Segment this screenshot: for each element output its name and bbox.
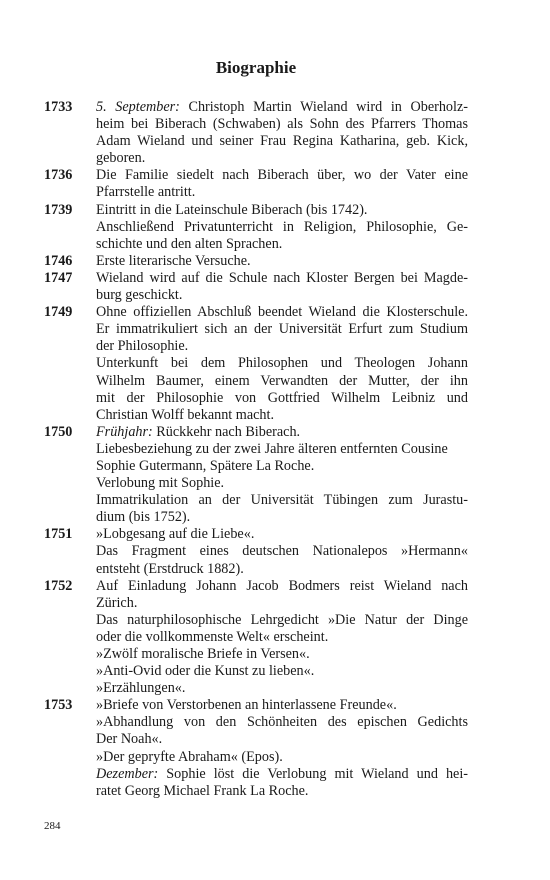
text-segment: der Philosophie. <box>96 338 189 355</box>
text-line <box>96 150 468 167</box>
text-line <box>96 783 468 800</box>
text-line <box>96 509 468 526</box>
text-segment: Anschließend Privatunterricht in Religion, Philosophie, Ge- <box>96 218 468 235</box>
text-line <box>96 373 468 390</box>
entry-year: 1751 <box>44 526 73 543</box>
entry-text <box>96 526 468 577</box>
text-segment: Die Familie siedelt nach Biberach über, wo der Vater eine <box>96 167 468 184</box>
text-segment: »Der gepryfte Abraham« (Epos). <box>96 748 283 765</box>
text-segment: »Erzählungen«. <box>96 680 186 697</box>
text-segment: Erste literarische Versuche. <box>96 252 251 269</box>
text-segment: Pfarrstelle antritt. <box>96 184 196 201</box>
text-segment: Unterkunft bei dem Philosophen und Theologen Johann <box>96 355 468 372</box>
text-line <box>96 492 468 509</box>
entry-year: 1739 <box>44 201 73 218</box>
italic-date-label: Dezember: <box>96 765 159 782</box>
text-line <box>96 749 468 766</box>
entry-text <box>96 99 468 167</box>
text-line <box>96 253 468 270</box>
text-line <box>96 441 468 458</box>
text-line <box>96 321 468 338</box>
text-line <box>96 219 468 236</box>
entry-text <box>96 270 468 304</box>
italic-date-label: Frühjahr: <box>96 423 153 440</box>
entry-text <box>96 202 468 253</box>
page-title: Biographie <box>215 58 297 77</box>
text-segment: Verlobung mit Sophie. <box>96 475 225 492</box>
entry-text <box>96 697 468 800</box>
biography-entry <box>44 526 468 577</box>
text-segment: entsteht (Erstdruck 1882). <box>96 560 244 577</box>
text-segment: Eintritt in die Lateinschule Biberach (bis 1742). <box>96 201 368 218</box>
text-line <box>96 184 468 201</box>
text-line <box>96 731 468 748</box>
text-line <box>96 116 468 133</box>
entry-year: 1749 <box>44 304 73 321</box>
biography-entry <box>44 253 468 270</box>
entry-text <box>96 167 468 201</box>
text-segment: Sophie Gutermann, Spätere La Roche. <box>96 457 315 474</box>
text-line <box>96 697 468 714</box>
text-segment: Sophie löst die Verlobung mit Wieland und hei- <box>158 765 468 782</box>
italic-date-label: 5. September: <box>96 99 180 115</box>
biography-entry <box>44 697 468 800</box>
text-line <box>96 287 468 304</box>
text-line <box>96 338 468 355</box>
text-segment: »Zwölf moralische Briefe in Versen«. <box>96 646 310 662</box>
biography-entry <box>44 99 468 167</box>
text-segment: Der Noah«. <box>96 731 163 748</box>
text-line <box>96 475 468 492</box>
text-segment: Das Fragment eines deutschen Nationalepos »Hermann« <box>96 543 468 560</box>
text-line <box>96 133 468 150</box>
text-line <box>96 304 468 321</box>
text-line <box>96 270 468 287</box>
text-segment: Wieland wird auf die Schule nach Kloster Bergen bei Magde- <box>96 269 468 286</box>
text-segment: Auf Einladung Johann Jacob Bodmers reist Wieland nach <box>96 577 468 594</box>
text-line <box>96 407 468 424</box>
text-line <box>96 526 468 543</box>
text-segment: Er immatrikuliert sich an der Universität Erfurt zum Studium <box>96 321 468 338</box>
biography-entry <box>44 167 468 201</box>
text-segment: Rückkehr nach Biberach. <box>152 423 301 440</box>
text-segment: Adam Wieland und seiner Frau Regina Katharina, geb. Kick, <box>96 133 468 150</box>
entry-text <box>96 424 468 527</box>
text-line <box>96 629 468 646</box>
text-segment: heim bei Biberach (Schwaben) als Sohn des Pfarrers Thomas <box>96 116 468 133</box>
text-segment: Immatrikulation an der Universität Tübingen zum Jurastu- <box>96 492 468 509</box>
entry-year: 1752 <box>44 577 73 594</box>
text-line <box>96 355 468 372</box>
text-segment: Wilhelm Baumer, einem Verwandten der Mutter, der ihn <box>96 372 468 389</box>
page-number: 284 <box>44 820 61 832</box>
text-line <box>96 202 468 219</box>
text-segment: »Lobgesang auf die Liebe«. <box>96 526 255 543</box>
text-line <box>96 714 468 731</box>
text-segment: schichte und den alten Sprachen. <box>96 235 283 252</box>
entry-year: 1753 <box>44 697 73 714</box>
text-line <box>96 99 468 116</box>
biography-entry <box>44 270 468 304</box>
text-line <box>96 663 468 680</box>
text-segment: ratet Georg Michael Frank La Roche. <box>96 782 309 799</box>
text-segment: dium (bis 1752). <box>96 509 191 526</box>
text-segment: »Abhandlung von den Schönheiten des epischen Gedichts <box>96 714 468 731</box>
text-line <box>96 424 468 441</box>
entry-year: 1733 <box>44 99 73 115</box>
text-segment: Zürich. <box>96 594 138 611</box>
biography-entry <box>44 304 468 424</box>
text-segment: Christoph Martin Wieland wird in Oberholz- <box>179 99 468 115</box>
text-segment: Christian Wolff bekannt macht. <box>96 406 275 423</box>
text-segment: »Briefe von Verstorbenen an hinterlassene Freunde«. <box>96 697 397 714</box>
biography-entry <box>44 424 468 527</box>
text-line <box>96 766 468 783</box>
biography-entry <box>44 578 468 698</box>
text-segment: Das naturphilosophische Lehrgedicht »Die Natur der Dinge <box>96 611 468 628</box>
entry-year: 1736 <box>44 167 73 184</box>
entry-year: 1746 <box>44 252 73 269</box>
entry-year: 1750 <box>44 423 73 440</box>
text-line <box>96 236 468 253</box>
text-line <box>96 646 468 663</box>
text-line <box>96 458 468 475</box>
entry-text <box>96 304 468 424</box>
text-segment: oder die vollkommenste Welt« erscheint. <box>96 628 329 645</box>
biography-entry <box>44 202 468 253</box>
text-line <box>96 595 468 612</box>
text-line <box>96 543 468 560</box>
text-line <box>96 612 468 629</box>
entry-year: 1747 <box>44 269 73 286</box>
entry-text <box>96 253 468 270</box>
text-segment: geboren. <box>96 150 146 167</box>
text-line <box>96 390 468 407</box>
text-segment: »Anti-Ovid oder die Kunst zu lieben«. <box>96 663 315 680</box>
text-line <box>96 561 468 578</box>
text-line <box>96 167 468 184</box>
entry-text <box>96 578 468 698</box>
text-segment: Liebesbeziehung zu der zwei Jahre älteren entfernten Cousine <box>96 440 448 457</box>
text-segment: mit der Philosophie von Gottfried Wilhelm Leibniz und <box>96 389 468 406</box>
text-segment: burg geschickt. <box>96 287 183 304</box>
biography-entries <box>44 99 468 800</box>
text-segment: Ohne offiziellen Abschluß beendet Wieland die Klosterschule. <box>96 304 468 321</box>
text-line <box>96 578 468 595</box>
text-line <box>96 680 468 697</box>
